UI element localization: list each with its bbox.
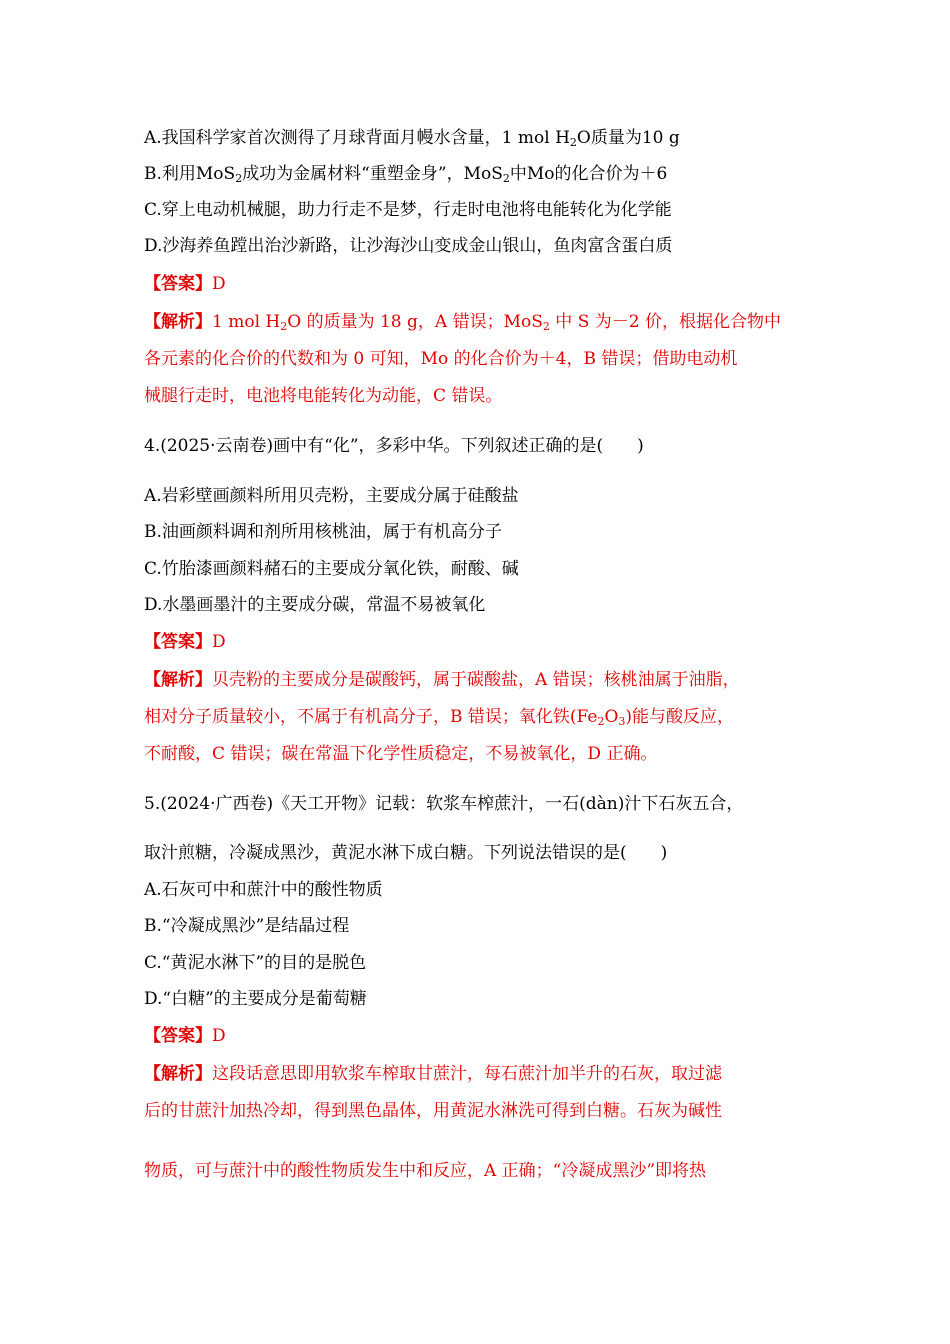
q3-analysis-line-1: 【解析】1 mol $H_2O$ 的质量为 18 g，A 错误；MoS$_2$ 中 S 为－2 价，根据化合物中 — [144, 312, 781, 333]
q4-option-d: D.水墨画墨汁的主要成分碳，常温不易被氧化 — [144, 595, 486, 615]
q3-option-a: A.我国科学家首次测得了月球背面月幔水含量，1 mol $H_2O$质量为10 g — [144, 128, 680, 149]
q3-analysis-line-2: 各元素的化合价的代数和为 0 可知，Mo 的化合价为＋4，B 错误；借助电动机 — [144, 349, 738, 369]
q4-answer: 【答案】D — [144, 632, 226, 652]
q3-option-d: D.沙海养鱼蹚出治沙新路，让沙海沙山变成金山银山，鱼肉富含蛋白质 — [144, 236, 673, 256]
q5-analysis-line-1: 【解析】这段话意思即用软浆车榨取甘蔗汁，每石蔗汁加半升的石灰，取过滤 — [144, 1064, 722, 1084]
q4-option-c: C.竹胎漆画颜料赭石的主要成分氧化铁，耐酸、碱 — [144, 559, 519, 579]
q4-stem: 4.(2025·云南卷)画中有“化”，多彩中华。下列叙述正确的是( ) — [144, 436, 644, 456]
q4-option-b: B.油画颜料调和剂所用核桃油，属于有机高分子 — [144, 522, 502, 542]
q5-stem-line-1: 5.(2024·广西卷)《天工开物》记载：软浆车榨蔗汁，一石(dàn)汁下石灰五合， — [144, 794, 744, 814]
q5-option-d: D.“白糖”的主要成分是葡萄糖 — [144, 989, 367, 1009]
q5-option-a: A.石灰可中和蔗汁中的酸性物质 — [144, 880, 383, 900]
q3-option-c: C.穿上电动机械腿，助力行走不是梦，行走时电池将电能转化为化学能 — [144, 200, 672, 220]
q3-option-b: B.利用MoS$_2$成功为金属材料“重塑金身”，MoS$_2$中Mo的化合价为＋6 — [144, 164, 668, 185]
q4-analysis-line-2: 相对分子质量较小，不属于有机高分子，B 错误；氧化铁$(Fe_2O_3)$能与酸反应， — [144, 707, 735, 728]
q5-option-b: B.“冷凝成黑沙”是结晶过程 — [144, 916, 350, 936]
q5-option-c: C.“黄泥水淋下”的目的是脱色 — [144, 953, 367, 973]
q5-stem-line-2: 取汁煎糖，冷凝成黑沙，黄泥水淋下成白糖。下列说法错误的是( ) — [144, 843, 668, 863]
q4-option-a: A.岩彩壁画颜料所用贝壳粉，主要成分属于硅酸盐 — [144, 486, 519, 506]
q4-analysis-line-1: 【解析】贝壳粉的主要成分是碳酸钙，属于碳酸盐，A 错误；核桃油属于油脂， — [144, 670, 740, 690]
q3-answer: 【答案】D — [144, 274, 226, 294]
q3-analysis-line-3: 械腿行走时，电池将电能转化为动能，C 错误。 — [144, 386, 503, 406]
q5-answer: 【答案】D — [144, 1026, 226, 1046]
q5-analysis-line-2: 后的甘蔗汁加热冷却，得到黑色晶体，用黄泥水淋洗可得到白糖。石灰为碱性 — [144, 1101, 722, 1121]
q5-analysis-line-3: 物质，可与蔗汁中的酸性物质发生中和反应，A 正确；“冷凝成黑沙”即将热 — [144, 1161, 707, 1181]
q4-analysis-line-3: 不耐酸，C 错误；碳在常温下化学性质稳定，不易被氧化，D 正确。 — [144, 744, 658, 764]
